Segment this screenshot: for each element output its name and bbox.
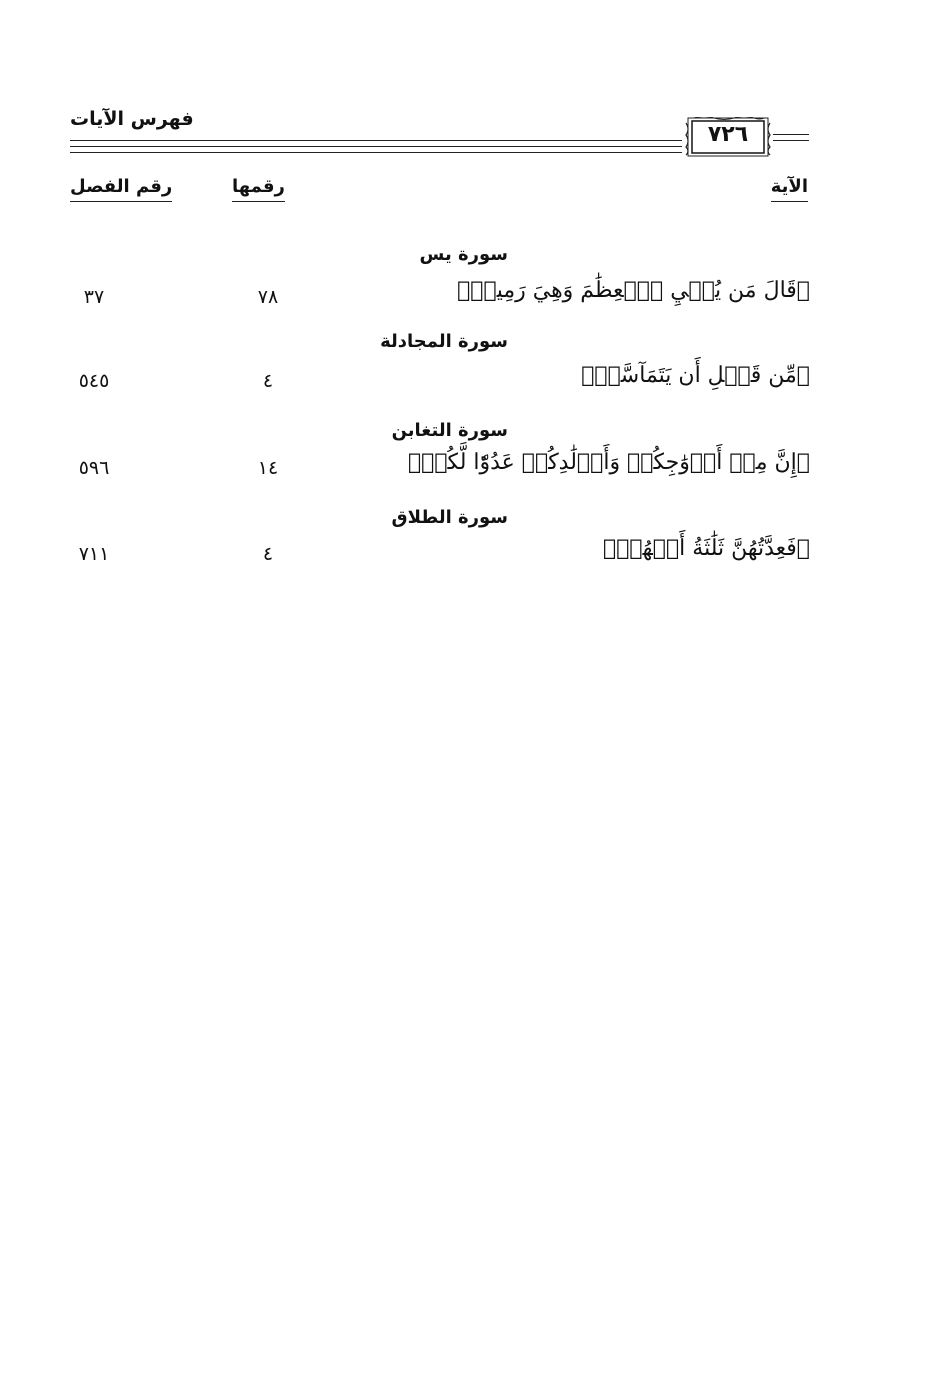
surah-heading: سورة يس [419,244,508,265]
chapter-number: ٣٧ [83,286,105,308]
header-rule [773,134,809,135]
column-header-verse: الآية [771,176,808,202]
verse-number: ٤ [262,370,274,392]
verse-text: ﴿مِّن قَبۡلِ أَن يَتَمَآسَّاۚ﴾ [581,363,810,388]
header-rule [70,152,682,153]
verse-text: ﴿إِنَّ مِنۡ أَزۡوَٰجِكُمۡ وَأَوۡلَٰدِكُمۡ عَدُوّٗا لَّكُمۡ﴾ [407,450,810,475]
verse-number: ٤ [262,543,274,565]
page-header-title: فهرس الآيات [70,108,194,130]
chapter-number: ٧١١ [78,543,110,565]
column-header-chapter-number: رقم الفصل [70,176,172,202]
page-number: ٧٢٦ [707,122,749,147]
surah-heading: سورة الطلاق [391,507,508,528]
surah-heading: سورة المجادلة [380,331,508,352]
page-number-badge [684,117,772,157]
verse-number: ١٤ [257,457,279,479]
chapter-number: ٥٩٦ [78,457,110,479]
chapter-number: ٥٤٥ [78,370,110,392]
verse-text: ﴿فَعِدَّتُهُنَّ ثَلَٰثَةُ أَشۡهُرٖ﴾ [603,536,810,561]
header-rule [773,140,809,141]
header-rule [70,140,682,141]
verse-number: ٧٨ [257,286,279,308]
verse-text: ﴿قَالَ مَن يُحۡيِ ٱلۡعِظَٰمَ وَهِيَ رَمِيمٞ﴾ [457,278,810,303]
column-header-verse-number: رقمها [232,176,285,202]
header-rule [70,146,682,147]
surah-heading: سورة التغابن [391,420,508,441]
